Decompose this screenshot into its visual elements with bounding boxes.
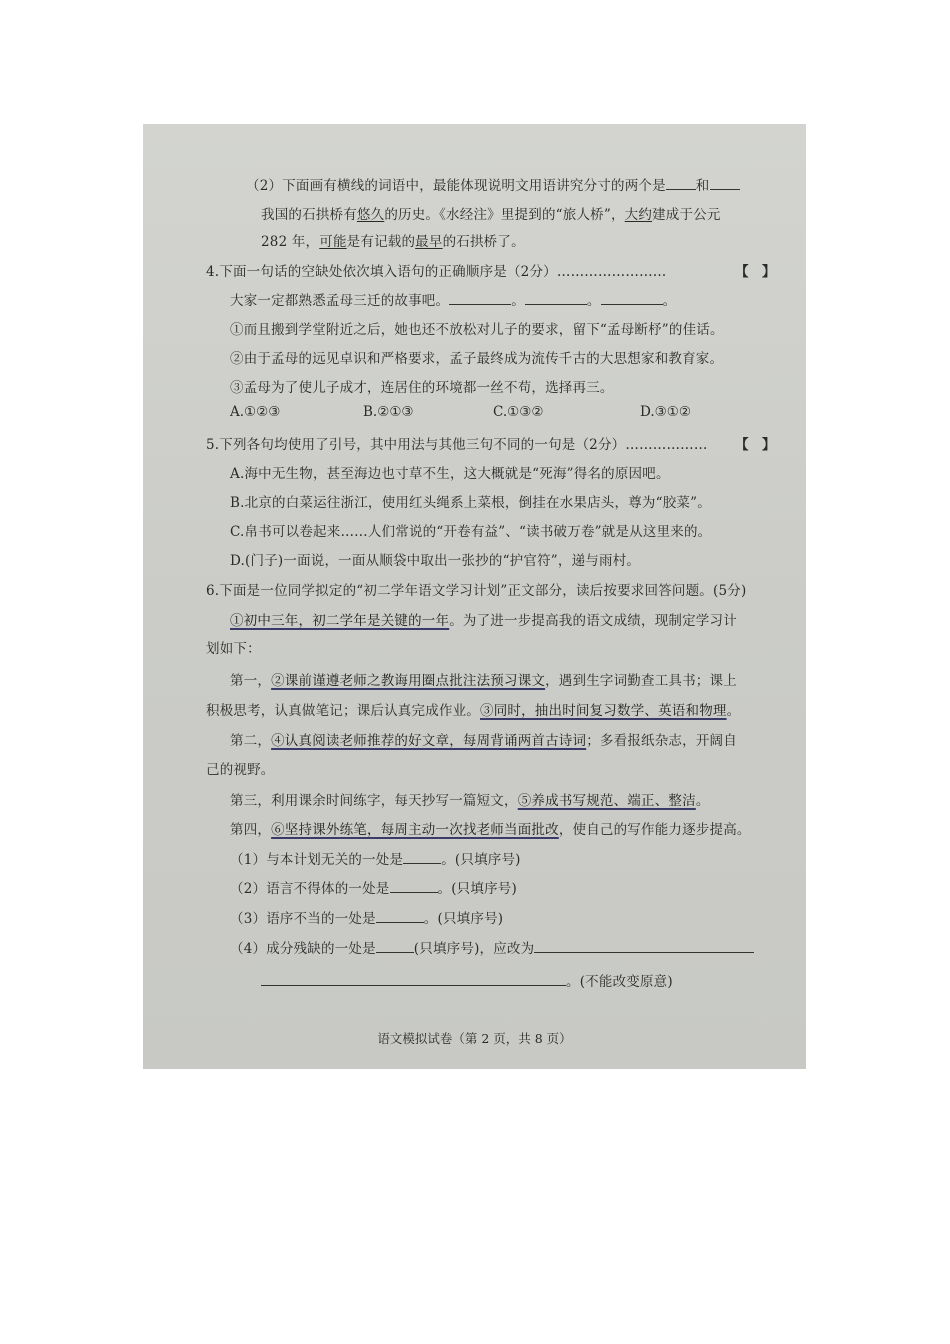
q6-stem: 6.下面是一位同学拟定的“初二学年语文学习计划”正文部分，读后按要求回答问题。(5分) <box>206 583 747 599</box>
text: ，使自己的写作能力逐步提高。 <box>558 822 751 838</box>
sentence-3: ③同时，抽出时间复习数学、英语和物理 <box>480 703 727 719</box>
text: 第四， <box>230 822 272 838</box>
text: 。为了进一步提高我的语文成绩，现制定学习计 <box>449 613 737 629</box>
text: 积极思考，认真做笔记；课后认真完成作业。 <box>206 703 480 719</box>
text: 第一， <box>230 673 272 689</box>
text: 。 <box>695 793 710 809</box>
q5-answer-bracket[interactable]: 【 】 <box>735 437 776 453</box>
sentence-5: ⑤养成书写规范、端正、整洁 <box>517 793 696 809</box>
q5-option-b[interactable]: B.北京的白菜运往浙江，使用红头绳系上菜根，倒挂在水果店头，尊为“胶菜”。 <box>230 495 711 511</box>
text: 建成于公元 <box>652 207 721 223</box>
text: 。(只填序号) <box>441 852 521 868</box>
q3-2-and: 和 <box>695 178 710 194</box>
sentence-2: ②课前谨遵老师之教诲用圈点批注法预习课文 <box>271 673 546 689</box>
q4-option-a[interactable]: A.①②③ <box>230 404 281 420</box>
text: 大家一定都熟悉孟母三迁的故事吧。 <box>230 293 450 309</box>
q4-sentence: 大家一定都熟悉孟母三迁的故事吧。 。 。 。 <box>230 293 677 309</box>
text: 。(只填序号) <box>437 881 517 897</box>
underlined-word: 可能 <box>319 234 347 250</box>
q5-option-a[interactable]: A.海中无生物，甚至海边也寸草不生，这大概就是“死海”得名的原因吧。 <box>230 466 670 482</box>
q4-option-b[interactable]: B.②①③ <box>363 404 414 420</box>
answer-blank[interactable] <box>666 177 696 190</box>
q4-option-c[interactable]: C.①③② <box>493 404 544 420</box>
text: 第三，利用课余时间练字，每天抄写一篇短文， <box>230 793 518 809</box>
q3-2-prompt <box>246 174 740 194</box>
q3-2-line3 <box>261 230 525 250</box>
answer-blank[interactable] <box>390 880 438 893</box>
fill-blank[interactable] <box>449 292 511 305</box>
text: （1）与本计划无关的一处是 <box>230 852 404 868</box>
underlined-word: 大约 <box>624 207 653 223</box>
q5-stem: 5.下列各句均使用了引号，其中用法与其他三句不同的一句是（2分）……………… <box>206 437 708 453</box>
q6-para3-cont: 己的视野。 <box>206 762 275 778</box>
q6-sub-4 <box>230 937 754 957</box>
underlined-word: 悠久 <box>356 207 385 223</box>
text: 我国的石拱桥有 <box>261 207 357 223</box>
q4-item-1: ①而且搬到学堂附近之后，她也还不放松对儿子的要求，留下“孟母断杼”的佳话。 <box>230 322 724 338</box>
q6-sub-4-cont <box>261 970 673 990</box>
sentence-1: ①初中三年，初二学年是关键的一年 <box>230 613 450 629</box>
q6-para2 <box>230 669 737 689</box>
q4-answer-bracket[interactable]: 【 】 <box>735 264 776 280</box>
q6-para3 <box>230 729 737 749</box>
q3-2-prompt-text: （2）下面画有横线的词语中，最能体现说明文用语讲究分寸的两个是 <box>246 178 666 194</box>
text: 282 年， <box>261 234 320 250</box>
answer-blank[interactable] <box>261 973 566 986</box>
answer-blank[interactable] <box>376 940 414 953</box>
q3-2-line2 <box>261 203 721 223</box>
text: 。 <box>726 703 741 719</box>
q4-stem: 4.下面一句话的空缺处依次填入语句的正确顺序是（2分）…………………… <box>206 264 667 280</box>
text: （2）语言不得体的一处是 <box>230 881 390 897</box>
answer-blank[interactable] <box>376 910 424 923</box>
answer-blank[interactable] <box>710 177 740 190</box>
q5-option-c[interactable]: C.帛书可以卷起来……人们常说的“开卷有益”、“读书破万卷”就是从这里来的。 <box>230 524 712 540</box>
q4-item-2: ②由于孟母的远见卓识和严格要求，孟子最终成为流传千古的大思想家和教育家。 <box>230 351 724 367</box>
q6-sub-3 <box>230 907 503 927</box>
text: 。(只填序号) <box>423 911 504 927</box>
q6-para4 <box>230 789 710 809</box>
sentence-6: ⑥坚持课外练笔，每周主动一次找老师当面批改 <box>271 822 559 838</box>
fill-blank[interactable] <box>525 292 587 305</box>
q5-option-d[interactable]: D.(门子)一面说，一面从顺袋中取出一张抄的“护官符”，递与雨村。 <box>230 553 641 569</box>
text: ；多看报纸杂志，开阔自 <box>586 733 737 749</box>
page-footer: 语文模拟试卷（第 2 页，共 8 页） <box>377 1031 572 1046</box>
text: 。(不能改变原意) <box>566 974 673 990</box>
text: 的石拱桥了。 <box>442 234 525 250</box>
sentence-4: ④认真阅读老师推荐的好文章，每周背诵两首古诗词 <box>271 733 587 749</box>
text: 第二， <box>230 733 272 749</box>
text: 的历史。《水经注》里提到的“旅人桥”， <box>384 207 625 223</box>
fill-blank[interactable] <box>601 292 663 305</box>
q4-option-d[interactable]: D.③①② <box>640 404 691 420</box>
answer-blank[interactable] <box>403 851 441 864</box>
q6-sub-2 <box>230 877 517 897</box>
q6-para1-cont: 划如下： <box>206 641 261 657</box>
text: ，遇到生字词勤查工具书；课上 <box>545 673 737 689</box>
underlined-word: 最早 <box>415 234 443 250</box>
q6-para1 <box>230 609 737 629</box>
text: 是有记载的 <box>346 234 416 250</box>
text: （4）成分残缺的一处是 <box>230 941 376 957</box>
exam-page-photo <box>143 124 806 1069</box>
text: （3）语序不当的一处是 <box>230 911 376 927</box>
answer-blank[interactable] <box>534 940 754 953</box>
q6-sub-1 <box>230 848 521 868</box>
q6-para2-cont <box>206 699 740 719</box>
text: (只填序号)，应改为 <box>413 941 535 957</box>
q6-para5 <box>230 818 751 838</box>
q4-item-3: ③孟母为了使儿子成才，连居住的环境都一丝不苟，选择再三。 <box>230 380 614 396</box>
